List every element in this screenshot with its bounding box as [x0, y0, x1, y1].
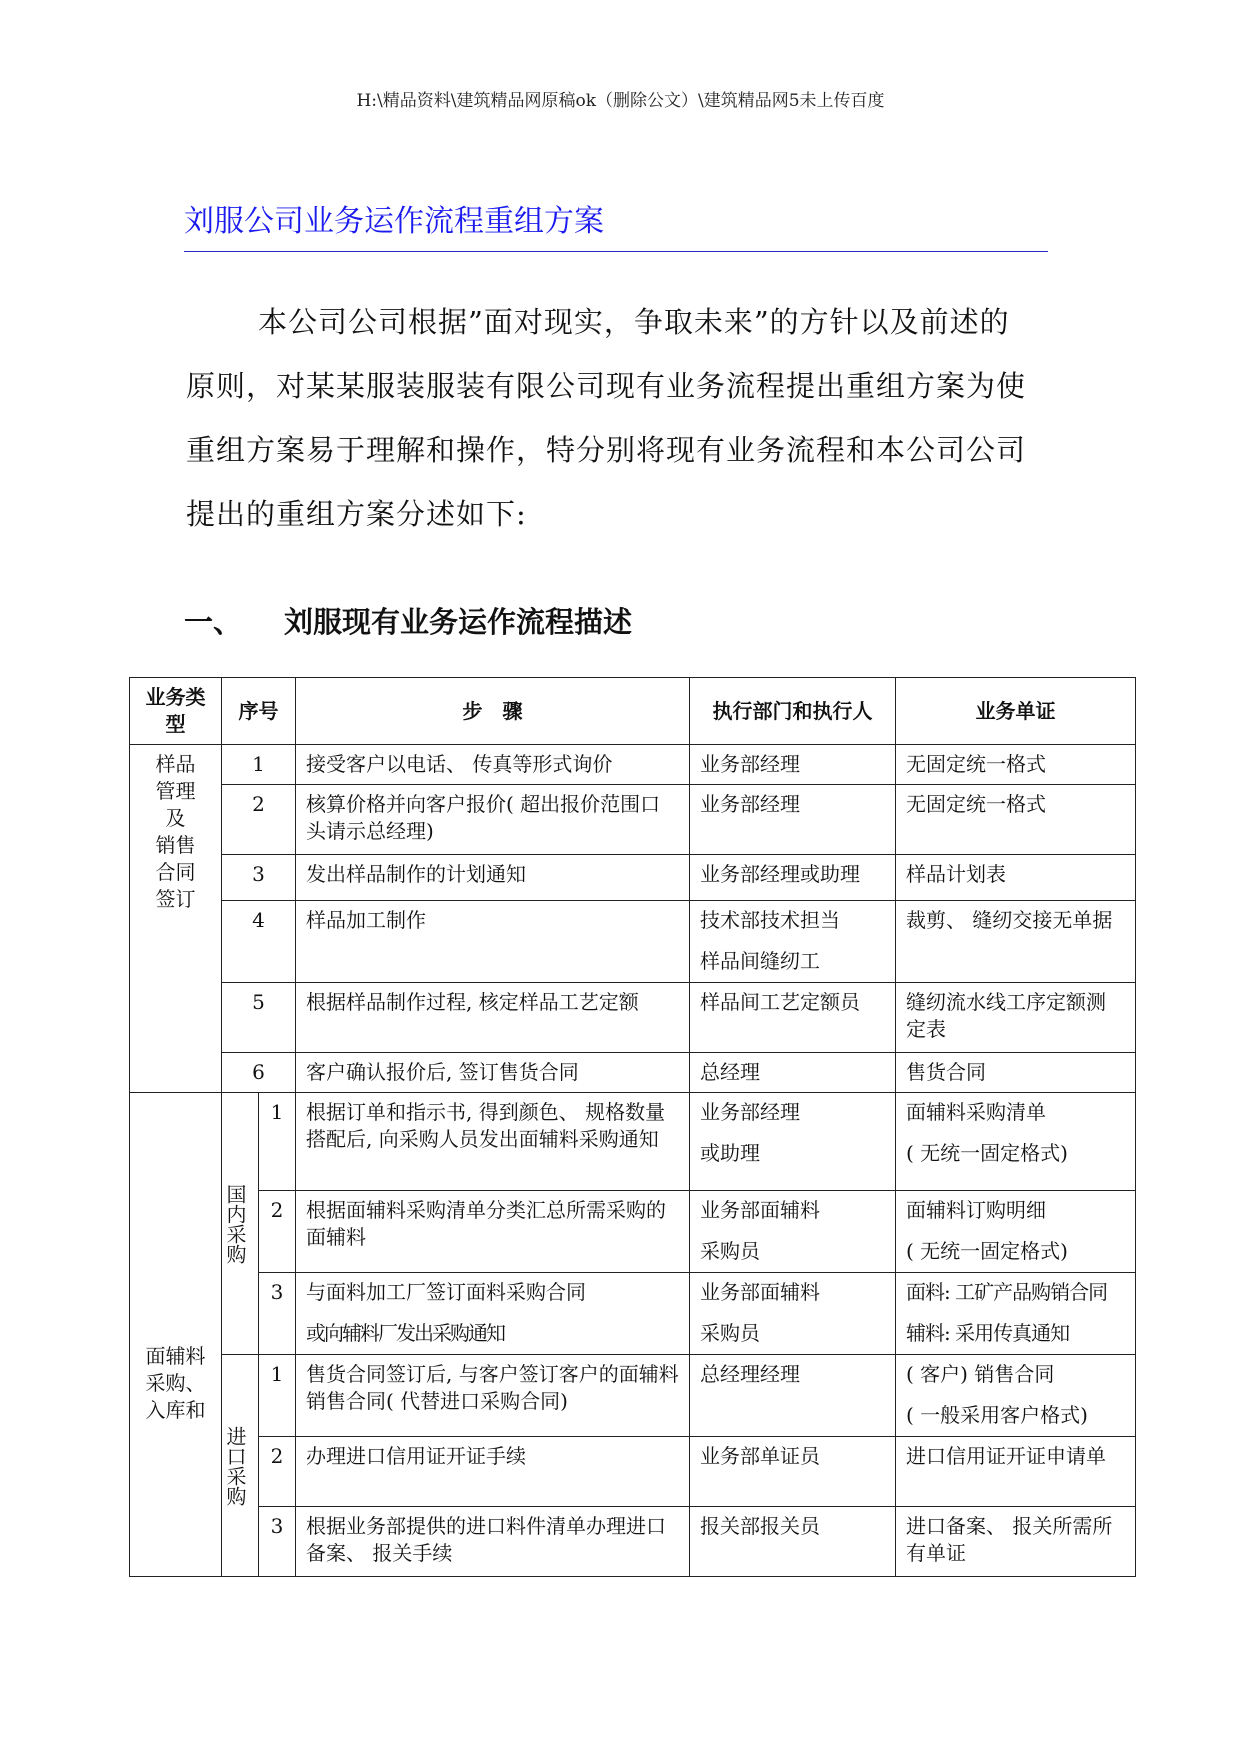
table-row	[130, 1355, 1136, 1437]
doc-cell: 售货合同	[896, 1053, 1136, 1093]
dept-cell: 业务部单证员	[690, 1437, 896, 1507]
doc-cell: 面辅料采购清单 ( 无统一固定格式)	[896, 1093, 1136, 1191]
header-type: 业务类型	[130, 678, 222, 745]
seq-cell: 4	[222, 901, 296, 983]
dept-cell: 报关部报关员	[690, 1507, 896, 1577]
table-row	[130, 1437, 1136, 1507]
step-cell: 根据订单和指示书, 得到颜色、 规格数量搭配后, 向采购人员发出面辅料采购通知	[296, 1093, 690, 1191]
table-header-row	[130, 678, 1136, 745]
intro-line: 本公司公司根据”面对现实，争取未来”的方针以及前述的	[258, 305, 1010, 339]
seq-cell: 1	[222, 745, 296, 785]
header-step: 步 骤	[296, 678, 690, 745]
dept-cell: 业务部经理或助理	[690, 855, 896, 901]
step-cell: 接受客户以电话、 传真等形式询价	[296, 745, 690, 785]
doc-cell: 进口信用证开证申请单	[896, 1437, 1136, 1507]
table-row	[130, 1273, 1136, 1355]
table-row	[130, 785, 1136, 855]
table-row	[130, 855, 1136, 901]
step-cell: 根据样品制作过程, 核定样品工艺定额	[296, 983, 690, 1053]
doc-cell: 无固定统一格式	[896, 785, 1136, 855]
section-heading	[184, 600, 632, 641]
seq-cell: 2	[222, 785, 296, 855]
document-title: 刘服公司业务运作流程重组方案	[184, 204, 604, 239]
seq-cell: 5	[222, 983, 296, 1053]
step-cell: 发出样品制作的计划通知	[296, 855, 690, 901]
step-cell: 办理进口信用证开证手续	[296, 1437, 690, 1507]
seq-cell: 1	[259, 1355, 296, 1437]
header-file-path: H:\精品资料\建筑精品网原稿ok（删除公文）\建筑精品网5未上传百度	[356, 91, 885, 111]
doc-cell: 样品计划表	[896, 855, 1136, 901]
intro-line: 重组方案易于理解和操作，特分别将现有业务流程和本公司公司	[186, 433, 1027, 467]
doc-cell: 面料: 工矿产品购销合同 辅料: 采用传真通知	[896, 1273, 1136, 1355]
doc-cell: 无固定统一格式	[896, 745, 1136, 785]
seq-cell: 2	[259, 1191, 296, 1273]
title-underline	[184, 251, 1048, 252]
header-dept: 执行部门和执行人	[690, 678, 896, 745]
seq-cell: 6	[222, 1053, 296, 1093]
type-cell-sample: 样品 管理 及 销售 合同 签订	[130, 745, 222, 1093]
step-cell: 根据面辅料采购清单分类汇总所需采购的面辅料	[296, 1191, 690, 1273]
dept-cell: 业务部面辅料 采购员	[690, 1191, 896, 1273]
section-number: 一、	[184, 605, 243, 639]
seq-cell: 3	[222, 855, 296, 901]
header-doc: 业务单证	[896, 678, 1136, 745]
section-title: 刘服现有业务运作流程描述	[284, 605, 633, 639]
table-row	[130, 1053, 1136, 1093]
table-row	[130, 983, 1136, 1053]
table-row	[130, 1507, 1136, 1577]
seq-cell: 3	[259, 1273, 296, 1355]
step-cell: 核算价格并向客户报价( 超出报价范围口头请示总经理)	[296, 785, 690, 855]
doc-cell: ( 客户) 销售合同 ( 一般采用客户格式)	[896, 1355, 1136, 1437]
subtype-domestic: 国内采购	[222, 1093, 259, 1355]
dept-cell: 业务部经理	[690, 785, 896, 855]
seq-cell: 2	[259, 1437, 296, 1507]
intro-line: 提出的重组方案分述如下:	[186, 497, 527, 531]
dept-cell: 技术部技术担当 样品间缝纫工	[690, 901, 896, 983]
type-cell-material: 面辅料 采购、 入库和	[130, 1093, 222, 1577]
seq-cell: 3	[259, 1507, 296, 1577]
dept-cell: 样品间工艺定额员	[690, 983, 896, 1053]
doc-cell: 面辅料订购明细 ( 无统一固定格式)	[896, 1191, 1136, 1273]
subtype-import: 进口采购	[222, 1355, 259, 1577]
table-row	[130, 745, 1136, 785]
process-table	[129, 677, 1136, 1577]
dept-cell: 业务部经理	[690, 745, 896, 785]
step-cell: 客户确认报价后, 签订售货合同	[296, 1053, 690, 1093]
doc-cell: 裁剪、 缝纫交接无单据	[896, 901, 1136, 983]
step-cell: 根据业务部提供的进口料件清单办理进口备案、 报关手续	[296, 1507, 690, 1577]
header-seq: 序号	[222, 678, 296, 745]
step-cell: 样品加工制作	[296, 901, 690, 983]
table-row	[130, 1093, 1136, 1191]
table-row	[130, 1191, 1136, 1273]
seq-cell: 1	[259, 1093, 296, 1191]
intro-paragraph	[186, 290, 1058, 546]
dept-cell: 总经理	[690, 1053, 896, 1093]
doc-cell: 进口备案、 报关所需所有单证	[896, 1507, 1136, 1577]
dept-cell: 业务部经理 或助理	[690, 1093, 896, 1191]
intro-line: 原则，对某某服装服装有限公司现有业务流程提出重组方案为使	[186, 369, 1027, 403]
table-row	[130, 901, 1136, 983]
doc-cell: 缝纫流水线工序定额测定表	[896, 983, 1136, 1053]
step-cell: 与面料加工厂签订面料采购合同 或向辅料厂发出采购通知	[296, 1273, 690, 1355]
dept-cell: 总经理经理	[690, 1355, 896, 1437]
dept-cell: 业务部面辅料 采购员	[690, 1273, 896, 1355]
step-cell: 售货合同签订后, 与客户签订客户的面辅料销售合同( 代替进口采购合同)	[296, 1355, 690, 1437]
